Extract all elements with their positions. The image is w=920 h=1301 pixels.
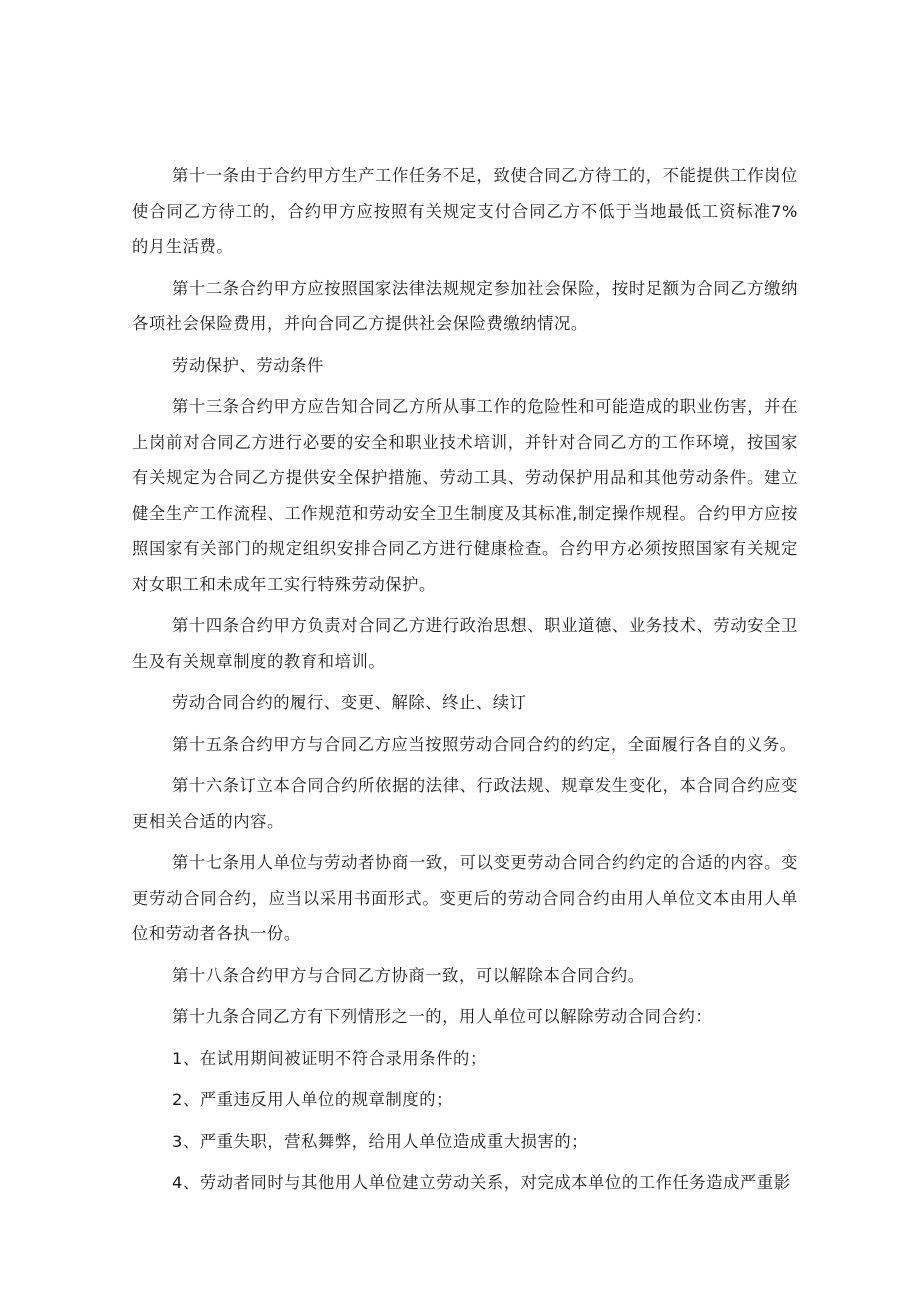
article-14-paragraph: 第十四条合约甲方负责对合同乙方进行政治思想、职业道德、业务技术、劳动安全卫生及有关规章制度的教育和培训。 [132, 616, 798, 671]
list-item-4: 4、劳动者同时与其他用人单位建立劳动关系，对完成本单位的工作任务造成严重影 [172, 1173, 791, 1192]
article-17-paragraph: 第十七条用人单位与劳动者协商一致，可以变更劳动合同合约约定的合适的内容。变更劳动合同合约，应当以采用书面形式。变更后的劳动合同合约由用人单位文本由用人单位和劳动者各执一份。 [132, 853, 798, 943]
list-item-3: 3、严重失职，营私舞弊，给用人单位造成重大损害的； [172, 1131, 589, 1151]
article-16-paragraph: 第十六条订立本合同合约所依据的法律、行政法规、规章发生变化，本合同合约应变更相关合适的内容。 [132, 776, 798, 831]
list-item-1: 1、在试用期间被证明不符合录用条件的； [172, 1048, 487, 1068]
section-heading-labor-protection: 劳动保护、劳动条件 [172, 355, 324, 375]
article-15-paragraph: 第十五条合约甲方与合同乙方应当按照劳动合同合约的约定，全面履行各自的义务。 [172, 734, 797, 754]
article-13-paragraph: 第十三条合约甲方应告知合同乙方所从事工作的危险性和可能造成的职业伤害，并在上岗前对合同乙方进行必要的安全和职业技术培训，并针对合同乙方的工作环境，按国家有关规定为合同乙方提供安全保护措施、劳动工具、劳动保护用品和其他劳动条件。建立健全生产工作流程、工作规范和劳动安全卫生制度及其标准,制定操作规程。合约甲方应按照国家有关部门的规定组织安排合同乙方进行健康检查。合约甲方必须按照国家有关规定对女职工和未成年工实行特殊劳动保护。 [132, 397, 798, 594]
article-19-paragraph: 第十九条合同乙方有下列情形之一的，用人单位可以解除劳动合同合约： [172, 1007, 713, 1026]
section-heading-contract-performance: 劳动合同合约的履行、变更、解除、终止、续订 [172, 693, 527, 712]
article-11-paragraph: 第十一条由于合约甲方生产工作任务不足，致使合同乙方待工的，不能提供工作岗位使合同乙方待工的，合约甲方应按照有关规定支付合同乙方不低于当地最低工资标准7%的月生活费。 [132, 166, 798, 256]
article-18-paragraph: 第十八条合约甲方与合同乙方协商一致，可以解除本合同合约。 [172, 965, 645, 985]
list-item-2: 2、严重违反用人单位的规章制度的； [172, 1090, 454, 1109]
document-body [132, 158, 798, 1207]
article-12-paragraph: 第十二条合约甲方应按照国家法律法规规定参加社会保险，按时足额为合同乙方缴纳各项社会保险费用，并向合同乙方提供社会保险费缴纳情况。 [132, 278, 798, 333]
